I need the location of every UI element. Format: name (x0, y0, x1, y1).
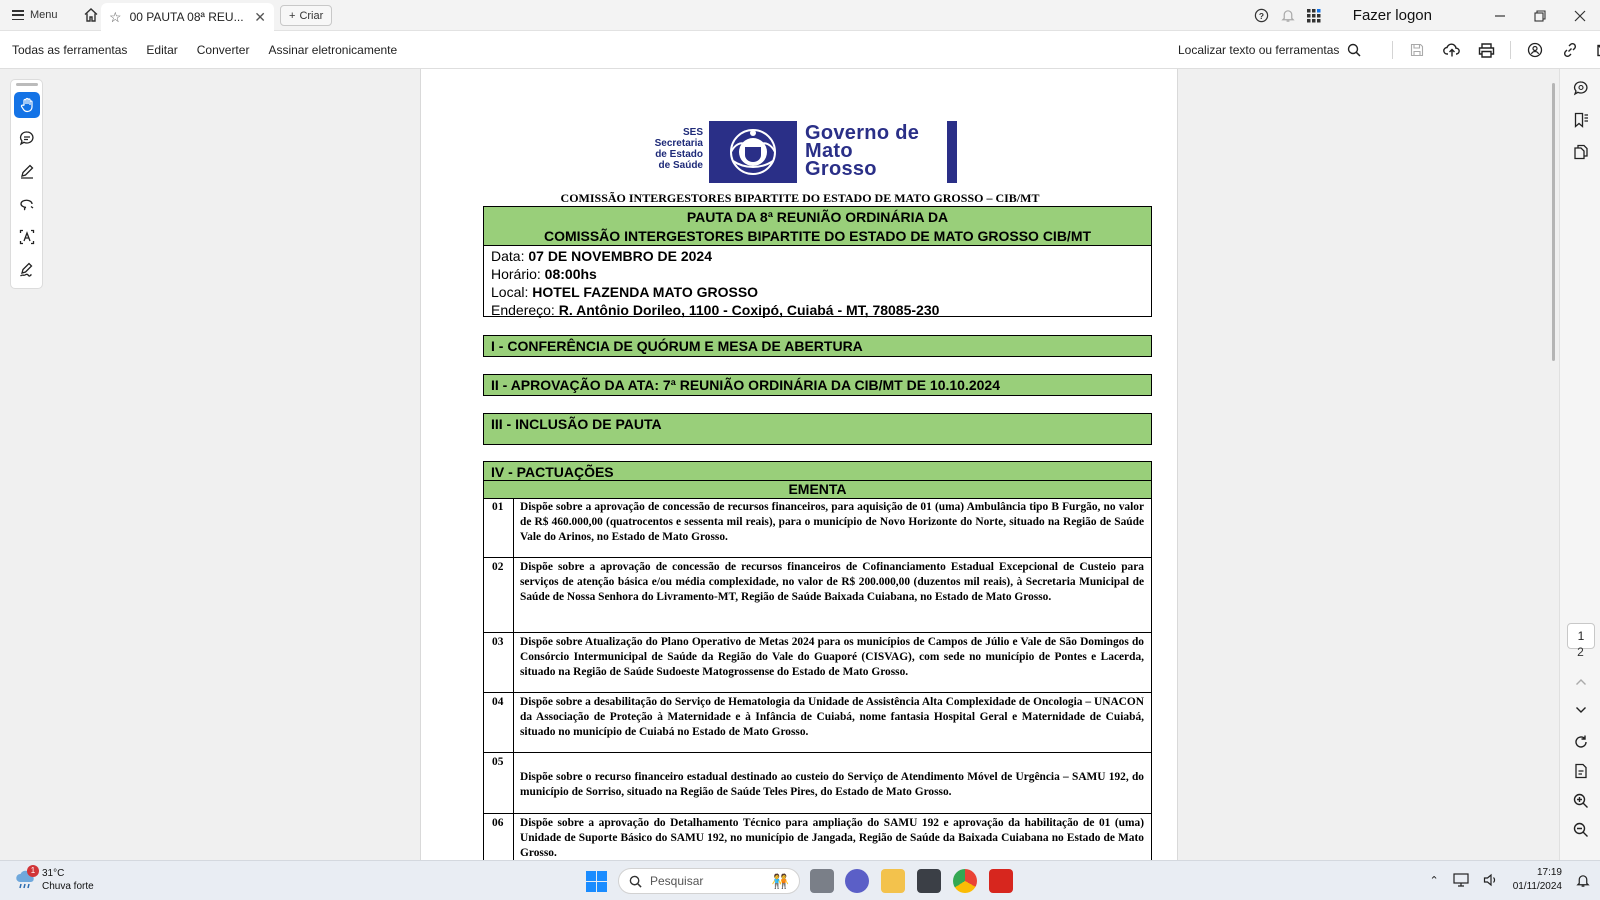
close-window-icon[interactable] (1560, 0, 1600, 31)
row-text: Dispõe sobre a aprovação do Detalhamento Técnico para ampliação do SAMU 192 e aprovação da habilitação de 01 (uma) Unidade de Suporte Básico do SAMU 192, no município de Jangada, Região de Saúde da Baixada Cuiabana no Estado de Mato Grosso. (520, 817, 1144, 859)
row-text: Dispõe sobre o recurso financeiro estadual destinado ao custeio do Serviço de Atendimento Móvel de Urgência – SAMU 192, do município de Sorriso, situado na Região de Saúde Teles Pires, do Estado de Mato Grosso. (520, 771, 1144, 798)
star-icon[interactable]: ☆ (109, 8, 122, 25)
divider (1392, 41, 1393, 59)
document-viewport[interactable] (50, 69, 1559, 860)
weather-temp: 31°C (42, 868, 65, 879)
cib-header: COMISSÃO INTERGESTORES BIPARTITE DO ESTADO DE MATO GROSSO – CIB/MT (560, 191, 1040, 205)
row-number: 01 (484, 498, 514, 557)
table-row (484, 753, 1151, 814)
title-bar-right (1249, 0, 1600, 31)
page-fit-icon[interactable] (1560, 757, 1600, 785)
search-highlight-icon: 🧑‍🤝‍🧑 (771, 872, 789, 889)
apps-grid-icon[interactable] (1301, 0, 1327, 31)
row-number: 02 (484, 558, 514, 632)
pen-icon (19, 163, 35, 179)
main-toolbar (0, 31, 1600, 69)
link-icon[interactable] (1552, 31, 1587, 69)
meeting-time: Horário: 08:00hs (491, 266, 597, 282)
minimize-icon[interactable] (1480, 0, 1520, 31)
create-label: Criar (299, 9, 324, 22)
scrollbar-thumb[interactable] (1552, 83, 1555, 361)
bell-icon[interactable] (1275, 0, 1301, 31)
ses-logo-text: SES Secretaria de Estado de Saúde (654, 127, 703, 171)
plus-icon: + (289, 9, 296, 22)
restore-icon[interactable] (1520, 0, 1560, 31)
state-coat-of-arms-icon (709, 121, 797, 183)
task-view-icon[interactable] (810, 869, 834, 893)
logo-bar (947, 121, 957, 183)
pactuacoes-table (483, 498, 1152, 860)
email-icon[interactable] (1587, 31, 1600, 69)
table-row (484, 814, 1151, 860)
chrome-icon[interactable] (953, 869, 977, 893)
section-quorum: I - CONFERÊNCIA DE QUÓRUM E MESA DE ABERTURA (483, 335, 1152, 357)
taskbar-search[interactable] (618, 868, 800, 894)
save-icon[interactable] (1399, 31, 1434, 69)
divider (1510, 41, 1511, 59)
section-pactuacoes: IV - PACTUAÇÕES (483, 461, 1152, 481)
comment-icon (19, 130, 35, 146)
clock-date: 01/11/2024 (1512, 881, 1562, 892)
hand-tool-button[interactable] (14, 92, 40, 118)
pauta-title (483, 206, 1152, 246)
pdf-page (420, 69, 1178, 860)
create-button[interactable] (280, 5, 332, 26)
sign-tool-button[interactable] (14, 257, 40, 283)
menu-label: Menu (30, 9, 58, 21)
text-select-icon (19, 229, 35, 245)
page-current[interactable]: 1 (1567, 623, 1595, 649)
tray-expand-icon[interactable]: ⌃ (1429, 874, 1439, 887)
zoom-out-icon[interactable] (1560, 816, 1600, 844)
weather-desc: Chuva forte (42, 881, 94, 892)
hamburger-icon (12, 10, 24, 20)
table-row (484, 498, 1151, 558)
row-number: 04 (484, 693, 514, 752)
find-label: Localizar texto ou ferramentas (1178, 43, 1340, 57)
government-logo (639, 121, 959, 183)
section-ata: II - APROVAÇÃO DA ATA: 7ª REUNIÃO ORDINÁRIA DA CIB/MT DE 10.10.2024 (483, 374, 1152, 396)
acrobat-icon[interactable] (989, 869, 1013, 893)
clock[interactable] (1513, 866, 1562, 894)
lasso-icon (19, 196, 35, 212)
pen-tool-button[interactable] (14, 158, 40, 184)
right-panel-rail (1559, 69, 1600, 860)
page-down-icon[interactable] (1560, 696, 1600, 724)
search-icon (1347, 43, 1361, 57)
menu-edit[interactable]: Editar (146, 42, 178, 57)
windows-taskbar (0, 860, 1600, 900)
gov-logo-text: Governo de Mato Grosso (805, 122, 920, 180)
pauta-title-line-1: PAUTA DA 8ª REUNIÃO ORDINÁRIA DA (686, 209, 949, 225)
row-text: Dispõe sobre a aprovação de concessão de recursos financeiros de Cofinanciamento Estadual Excepcional de Custeio para serviços de atenção básica e/ou média complexidade, no valor de R$ 200.000,00 (duzentos mil reais), à Secretaria Municipal de Saúde de Nossa Senhora do Livramento-MT, Região de Saúde Baixada Cuiabana, no Estado de Mato Grosso. (520, 561, 1144, 603)
table-row (484, 693, 1151, 753)
hand-icon (19, 97, 35, 113)
zoom-in-icon[interactable] (1560, 787, 1600, 815)
bookmarks-icon[interactable] (1560, 106, 1600, 134)
upload-cloud-icon[interactable] (1434, 31, 1469, 69)
menu-convert[interactable]: Converter (196, 42, 250, 57)
rail-grip[interactable] (16, 83, 38, 86)
section-inclusao: III - INCLUSÃO DE PAUTA (483, 413, 1152, 445)
menu-sign[interactable]: Assinar eletronicamente (268, 42, 398, 57)
notifications-icon[interactable] (1576, 873, 1590, 888)
pages-panel-icon[interactable] (1560, 138, 1600, 166)
windows-start-icon[interactable] (586, 871, 607, 892)
page-next-number[interactable]: 2 (1577, 645, 1584, 659)
home-icon (83, 7, 99, 23)
row-text: Dispõe sobre Atualização do Plano Operativo de Metas 2024 para os municípios de Campos de Júlio e Vale de São Domingos do Consórcio Intermunicipal de Saúde da Região do Vale do Guaporé (CISVAG), com sede no município de Pontes e Lacerda, situado na Região de Saúde Sudoeste Matogrossense do Estado de Mato Grosso. (520, 636, 1144, 678)
volume-icon[interactable] (1483, 873, 1499, 887)
menu-button[interactable] (0, 0, 68, 31)
meeting-date: Data: 07 DE NOVEMBRO DE 2024 (491, 248, 712, 264)
toolbar-icons (1386, 31, 1600, 69)
find-tools[interactable] (1178, 31, 1361, 69)
row-text: Dispõe sobre a aprovação de concessão de recursos financeiros, para aquisição de 01 (uma) Ambulância tipo B Furgão, no valor de R$ 460.000,00 (quatrocentos e sessenta mil reais), para o município de Novo Horizonte do Norte, situado na Região de Saúde Vale do Arinos, no Estado de Mato Grosso. (520, 501, 1144, 543)
help-icon[interactable] (1249, 0, 1275, 31)
share-user-icon[interactable] (1517, 31, 1552, 69)
row-text: Dispõe sobre a desabilitação do Serviço de Hematologia da Unidade de Assistência Alta Complexidade de Oncologia – UNACON da Associação de Proteção à Maternidade e à Infância de Cuiabá, nome fantasia Hospital Geral e Maternidade de Cuiabá, situado no município de Cuiabá no Estado de Mato Grosso. (520, 696, 1144, 738)
text-select-tool-button[interactable] (14, 224, 40, 250)
meeting-info (483, 245, 1152, 317)
search-placeholder: Pesquisar (650, 874, 704, 888)
menu-all-tools[interactable]: Todas as ferramentas (12, 42, 128, 57)
row-number: 03 (484, 633, 514, 692)
ementa-header: EMENTA (483, 480, 1152, 499)
tab-title: 00 PAUTA 08ª REU... (129, 10, 244, 24)
comment-tool-button[interactable] (14, 125, 40, 151)
weather-widget[interactable] (14, 867, 94, 893)
row-number: 06 (484, 814, 514, 860)
login-link[interactable]: Fazer logon (1352, 7, 1432, 24)
rotate-icon[interactable] (1560, 728, 1600, 756)
file-explorer-icon[interactable] (881, 869, 905, 893)
meeting-address: Endereço: R. Antônio Dorileo, 1100 - Coxipó, Cuiabá - MT, 78085-230 (491, 302, 940, 318)
clock-time: 17:19 (1536, 867, 1562, 878)
table-row (484, 558, 1151, 633)
pauta-title-line-2: COMISSÃO INTERGESTORES BIPARTITE DO ESTADO DE MATO GROSSO CIB/MT (543, 228, 1092, 244)
app-icon[interactable] (917, 869, 941, 893)
row-number: 05 (484, 753, 514, 813)
weather-badge: 1 (27, 865, 39, 877)
weather-text (42, 867, 94, 893)
table-row (484, 633, 1151, 693)
meeting-location: Local: HOTEL FAZENDA MATO GROSSO (491, 284, 759, 300)
print-icon[interactable] (1469, 31, 1504, 69)
document-tab[interactable] (101, 3, 274, 31)
sign-pen-icon (19, 262, 35, 278)
network-icon[interactable] (1453, 873, 1469, 887)
svg-text:?: ? (1259, 10, 1265, 21)
left-tool-rail (10, 79, 43, 289)
close-tab-icon[interactable]: ✕ (254, 8, 266, 25)
teams-icon[interactable] (845, 869, 869, 893)
comments-panel-icon[interactable] (1560, 74, 1600, 102)
lasso-tool-button[interactable] (14, 191, 40, 217)
system-tray (1429, 866, 1590, 894)
page-up-icon[interactable] (1560, 668, 1600, 696)
search-icon (629, 875, 642, 888)
vertical-scrollbar[interactable] (1548, 69, 1558, 860)
